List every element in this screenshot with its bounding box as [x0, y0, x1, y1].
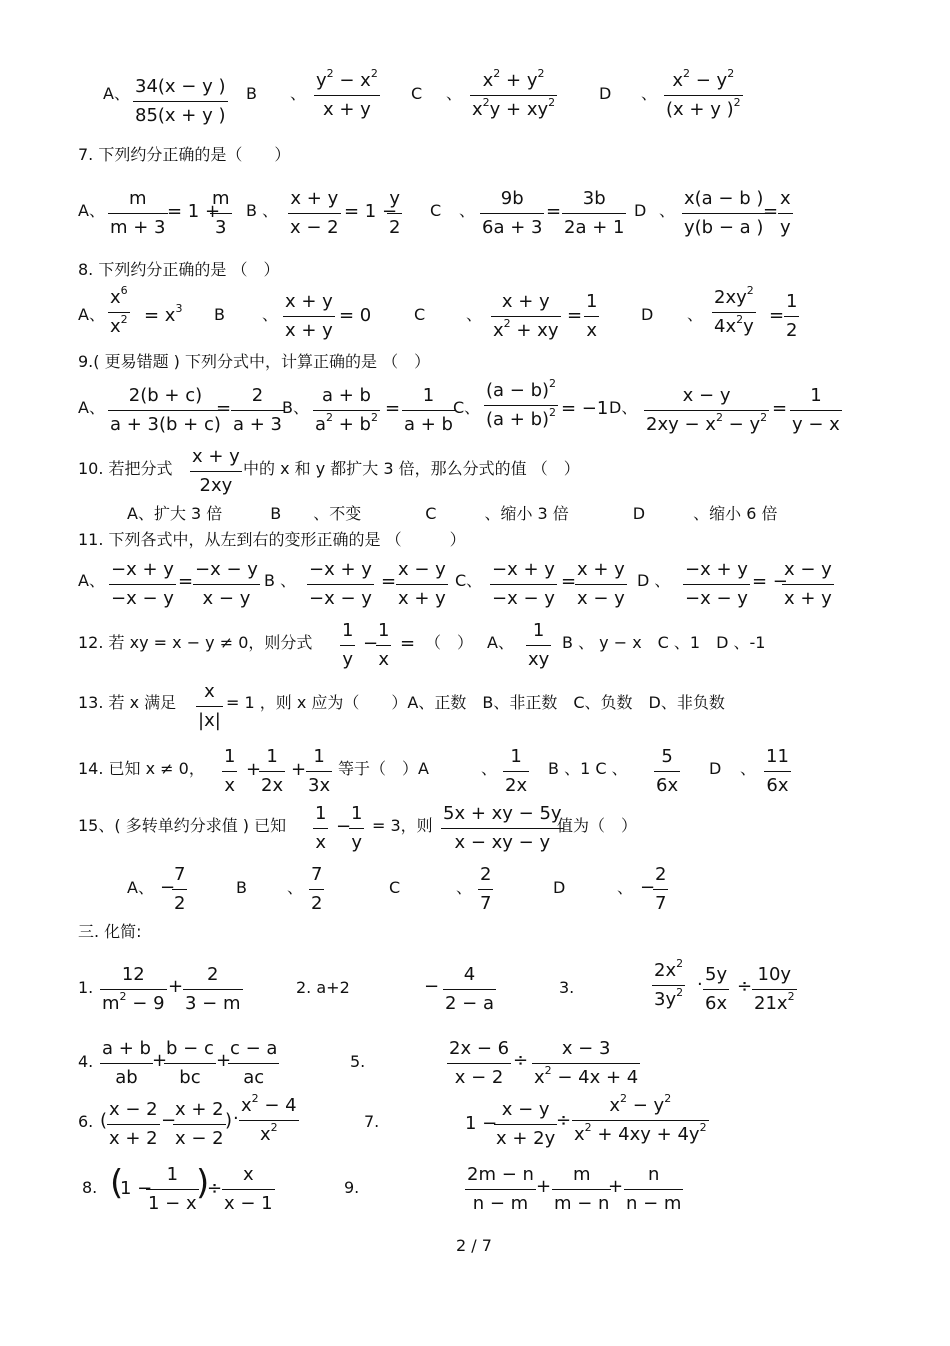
- q15-frac2: 1 y: [351, 803, 363, 853]
- q8-sep: 、: [687, 305, 704, 324]
- q8-a-rhs: = $x^3$: [144, 302, 183, 326]
- q8-c-frac1: x + y $x^2$ + xy: [493, 291, 559, 341]
- q12-option-a: A、: [487, 633, 514, 652]
- s7-div: ÷: [556, 1110, 572, 1131]
- s2-expr: 2. a+2: [296, 978, 350, 997]
- q7-b-rhs: = 1 −: [344, 201, 398, 222]
- q14-options-bc: B 、1 C 、: [548, 759, 628, 778]
- q14-option-d: D: [709, 759, 722, 778]
- q11-eq: =: [561, 571, 577, 592]
- q14-c-frac: 5 6x: [656, 746, 679, 796]
- q11-option-d: D 、: [637, 571, 671, 590]
- s3-frac1: $2x^2$ $3y^2$: [654, 957, 684, 1010]
- q12-frac1: 1 y: [342, 620, 354, 670]
- q7-option-d: D: [634, 201, 647, 220]
- s7-one-minus: 1 −: [465, 1113, 498, 1134]
- q9-d-frac1: x − y $2xy - x^2 - y^2$: [646, 385, 768, 435]
- q6-sep: 、: [641, 84, 658, 103]
- q11-b-frac1: −x + y −x − y: [309, 559, 372, 609]
- s3-dot: ·: [697, 974, 703, 995]
- s5-number: 5.: [350, 1052, 366, 1071]
- q13-stem: 13. 若 x 满足: [78, 693, 177, 712]
- q7-b-frac2: y 2: [389, 188, 401, 238]
- q6-b-fraction: $y^2 - x^2$ x + y: [316, 67, 378, 120]
- q15-sep: 、: [287, 878, 304, 897]
- s8-number: 8.: [82, 1178, 98, 1197]
- q11-option-a: A、: [78, 571, 105, 590]
- q11-option-c: C、: [455, 571, 483, 590]
- q11-eq-neg: = −: [752, 571, 788, 592]
- denominator: 85(x + y ): [135, 105, 226, 126]
- q8-a-frac: $x^6$ $x^2$: [110, 284, 128, 337]
- q7-c-frac2: 3b 2a + 1: [564, 188, 625, 238]
- q6-sep: 、: [290, 84, 307, 103]
- s3-frac2: 5y 6x: [705, 964, 728, 1014]
- q12-frac2: 1 x: [378, 620, 390, 670]
- q15-d-frac: 2 7: [655, 864, 667, 914]
- s3-frac3: 10y $21x^2$: [754, 964, 795, 1014]
- s9-number: 9.: [344, 1178, 360, 1197]
- s1-plus: +: [168, 976, 184, 997]
- q12-stem: 12. 若 xy = x − y ≠ 0，则分式: [78, 633, 313, 652]
- q11-option-b: B 、: [264, 571, 297, 590]
- q9-eq: =: [216, 398, 232, 419]
- q7-sep: 、: [459, 201, 476, 220]
- q7-d-frac1: x(a − b ) y(b − a ): [684, 188, 764, 238]
- s2-frac: 4 2 − a: [445, 964, 495, 1014]
- q9-stem: 9.( 更易错题 ) 下列分式中，计算正确的是 （ ）: [78, 352, 431, 371]
- q8-d-frac1: $2xy^2$ $4x^2y$: [714, 284, 754, 337]
- q9-option-d: D、: [609, 398, 638, 417]
- q11-c-frac2: x + y x − y: [577, 559, 625, 609]
- s4-number: 4.: [78, 1052, 94, 1071]
- q7-option-a: A、: [78, 201, 105, 220]
- s2-minus: −: [424, 976, 440, 997]
- q8-sep: 、: [466, 305, 483, 324]
- q9-c-rhs: = −1: [561, 398, 609, 419]
- s6-lparen: (: [100, 1110, 108, 1131]
- q11-c-frac1: −x + y −x − y: [492, 559, 555, 609]
- q9-a-frac2: 2 a + 3: [233, 385, 283, 435]
- q15-b-frac: 7 2: [311, 864, 323, 914]
- q15-option-c: C: [389, 878, 401, 897]
- numerator: 34(x − y ): [135, 76, 226, 97]
- q14-d-frac: 11 6x: [766, 746, 789, 796]
- q6-d-fraction: $x^2 - y^2$ (x + y )$^2$: [666, 67, 741, 120]
- q15-neg: −: [160, 877, 176, 898]
- q15-a-frac: 7 2: [174, 864, 186, 914]
- q11-d-frac2: x − y x + y: [784, 559, 832, 609]
- s9-plus: +: [536, 1176, 552, 1197]
- q11-d-frac1: −x + y −x − y: [685, 559, 748, 609]
- q8-option-b: B: [214, 305, 225, 324]
- s4-plus: +: [216, 1050, 232, 1071]
- q7-option-c: C: [430, 201, 442, 220]
- q15-minus: −: [336, 816, 352, 837]
- s3-number: 3.: [559, 978, 575, 997]
- q10-options: A、扩大 3 倍 B 、不变 C 、缩小 3 倍 D 、缩小 6 倍: [127, 504, 778, 523]
- q14-frac2: 1 2x: [261, 746, 284, 796]
- q15-sep: 、: [617, 878, 634, 897]
- q15-neg: −: [640, 877, 656, 898]
- q13-options: = 1 ，则 x 应为（ ）A、正数 B、非正数 C、负数 D、非负数: [226, 693, 725, 712]
- q8-b-rhs: = 0: [339, 305, 372, 326]
- q9-b-frac2: 1 a + b: [404, 385, 453, 435]
- q13-frac: x |x|: [198, 681, 221, 731]
- q12-paren: （ ）: [425, 633, 474, 652]
- s8-lparen: (: [110, 1163, 124, 1203]
- q11-a-frac1: −x + y −x − y: [111, 559, 174, 609]
- q15-option-d: D: [553, 878, 566, 897]
- q8-c-frac2: 1 x: [586, 291, 598, 341]
- q11-stem: 11. 下列各式中，从左到右的变形正确的是 （ ）: [78, 530, 466, 549]
- q9-c-frac: $(a - b)^2$ $(a + b)^2$: [486, 377, 557, 430]
- s3-div: ÷: [737, 976, 753, 997]
- q6-sep: 、: [446, 84, 463, 103]
- q14-frac1: 1 x: [224, 746, 236, 796]
- q15-tail: 值为（ ）: [557, 816, 638, 835]
- s6-dot: ·: [233, 1108, 239, 1129]
- s5-frac2: x − 3 $x^2 - 4x + 4$: [534, 1038, 639, 1088]
- q7-option-b: B 、: [246, 201, 279, 220]
- q10-stem: 10. 若把分式: [78, 459, 173, 478]
- s5-frac1: 2x − 6 x − 2: [449, 1038, 510, 1088]
- q14-sep: 、: [740, 759, 757, 778]
- q14-sep: 、: [481, 759, 498, 778]
- q8-option-d: D: [641, 305, 654, 324]
- q8-eq: =: [769, 305, 785, 326]
- q6-option-b: B: [246, 84, 257, 103]
- s8-div: ÷: [207, 1178, 223, 1199]
- q15-expr-frac: 5x + xy − 5y x − xy − y: [443, 803, 562, 853]
- q7-d-frac2: x y: [780, 188, 791, 238]
- q9-eq: =: [385, 398, 401, 419]
- s1-frac1: 12 $m^2 - 9$: [102, 964, 165, 1014]
- q12-minus: −: [363, 633, 379, 654]
- s5-div: ÷: [513, 1050, 529, 1071]
- q7-a-frac2: m 3: [212, 188, 230, 238]
- q8-d-frac2: 1 2: [786, 291, 798, 341]
- q10-stem-rest: 中的 x 和 y 都扩大 3 倍，那么分式的值 （ ）: [243, 459, 580, 478]
- q9-b-frac1: a + b $a^2 + b^2$: [315, 385, 378, 435]
- q15-c-frac: 2 7: [480, 864, 492, 914]
- q14-frac3: 1 3x: [308, 746, 331, 796]
- q11-b-frac2: x − y x + y: [398, 559, 446, 609]
- s4-frac2: b − c bc: [166, 1038, 214, 1088]
- q11-eq: =: [381, 571, 397, 592]
- q8-stem: 8. 下列约分正确的是 （ ）: [78, 260, 280, 279]
- s7-frac1: x − y x + 2y: [496, 1099, 556, 1149]
- s1-frac2: 2 3 − m: [185, 964, 241, 1014]
- s4-plus: +: [152, 1050, 168, 1071]
- q6-option-a: A、: [103, 84, 130, 103]
- q11-a-frac2: −x − y x − y: [195, 559, 258, 609]
- q9-option-b: B、: [282, 398, 309, 417]
- q6-c-fraction: $x^2 + y^2$ $x^2y + xy^2$: [472, 67, 556, 120]
- s8-rparen: ): [196, 1163, 210, 1203]
- q15-sep: 、: [456, 878, 473, 897]
- q8-sep: 、: [262, 305, 279, 324]
- q7-eq: =: [763, 201, 779, 222]
- q7-b-frac1: x + y x − 2: [290, 188, 339, 238]
- s7-frac2: $x^2 - y^2$ $x^2 + 4xy + 4y^2$: [574, 1092, 707, 1145]
- s6-minus: −: [161, 1110, 177, 1131]
- s4-frac3: c − a ac: [230, 1038, 278, 1088]
- s6-frac1: x − 2 x + 2: [109, 1099, 158, 1149]
- q14-a-frac: 1 2x: [505, 746, 528, 796]
- section-title: 三. 化简:: [78, 922, 142, 941]
- q12-a-frac: 1 xy: [528, 620, 550, 670]
- q9-a-frac1: 2(b + c) a + 3(b + c): [110, 385, 221, 435]
- s1-number: 1.: [78, 978, 94, 997]
- q6-option-d: D: [599, 84, 612, 103]
- s8-frac2: x x − 1: [224, 1164, 273, 1214]
- s8-frac1: 1 1 − x: [148, 1164, 197, 1214]
- q7-a-frac1: m m + 3: [110, 188, 166, 238]
- q8-option-c: C: [414, 305, 426, 324]
- s6-frac2: x + 2 x − 2: [175, 1099, 224, 1149]
- s6-rparen: ): [225, 1110, 233, 1131]
- q15-option-a: A、: [127, 878, 154, 897]
- q14-plus: +: [291, 759, 307, 780]
- q8-b-frac: x + y x + y: [285, 291, 333, 341]
- s7-number: 7.: [364, 1112, 380, 1131]
- q9-eq: =: [772, 398, 788, 419]
- q14-stem: 14. 已知 x ≠ 0，: [78, 759, 205, 778]
- q7-sep: 、: [659, 201, 676, 220]
- q6-option-c: C: [411, 84, 423, 103]
- q7-a-rhs: = 1 +: [167, 201, 221, 222]
- q15-stem: 15、( 多转单约分求值 ) 已知: [78, 816, 287, 835]
- q9-option-c: C、: [453, 398, 481, 417]
- s9-frac1: 2m − n n − m: [467, 1164, 534, 1214]
- q12-options: B 、 y − x C 、1 D 、-1: [562, 633, 766, 652]
- q6-a-fraction: [133, 78, 228, 125]
- q8-option-a: A、: [78, 305, 105, 324]
- q12-eq: =: [400, 633, 416, 654]
- q7-eq: =: [546, 201, 562, 222]
- page-number: 2 / 7: [456, 1236, 492, 1255]
- q8-eq: =: [567, 305, 583, 326]
- q14-plus: +: [246, 759, 262, 780]
- q7-c-frac1: 9b 6a + 3: [482, 188, 543, 238]
- q9-option-a: A、: [78, 398, 105, 417]
- s9-frac3: n n − m: [626, 1164, 682, 1214]
- s9-plus: +: [608, 1176, 624, 1197]
- s9-frac2: m m − n: [554, 1164, 610, 1214]
- s6-frac3: $x^2 - 4$ $x^2$: [241, 1092, 297, 1145]
- q10-frac: x + y 2xy: [192, 446, 240, 496]
- q15-frac1: 1 x: [315, 803, 327, 853]
- q9-d-frac2: 1 y − x: [792, 385, 840, 435]
- s8-one-minus: 1 −: [120, 1178, 153, 1199]
- q11-eq: =: [178, 571, 194, 592]
- s4-frac1: a + b ab: [102, 1038, 151, 1088]
- q7-stem: 7. 下列约分正确的是（ ）: [78, 145, 291, 164]
- s6-number: 6.: [78, 1112, 94, 1131]
- q15-eq3: = 3，则: [372, 816, 433, 835]
- q14-tail: 等于（ ）A: [338, 759, 429, 778]
- q15-option-b: B: [236, 878, 247, 897]
